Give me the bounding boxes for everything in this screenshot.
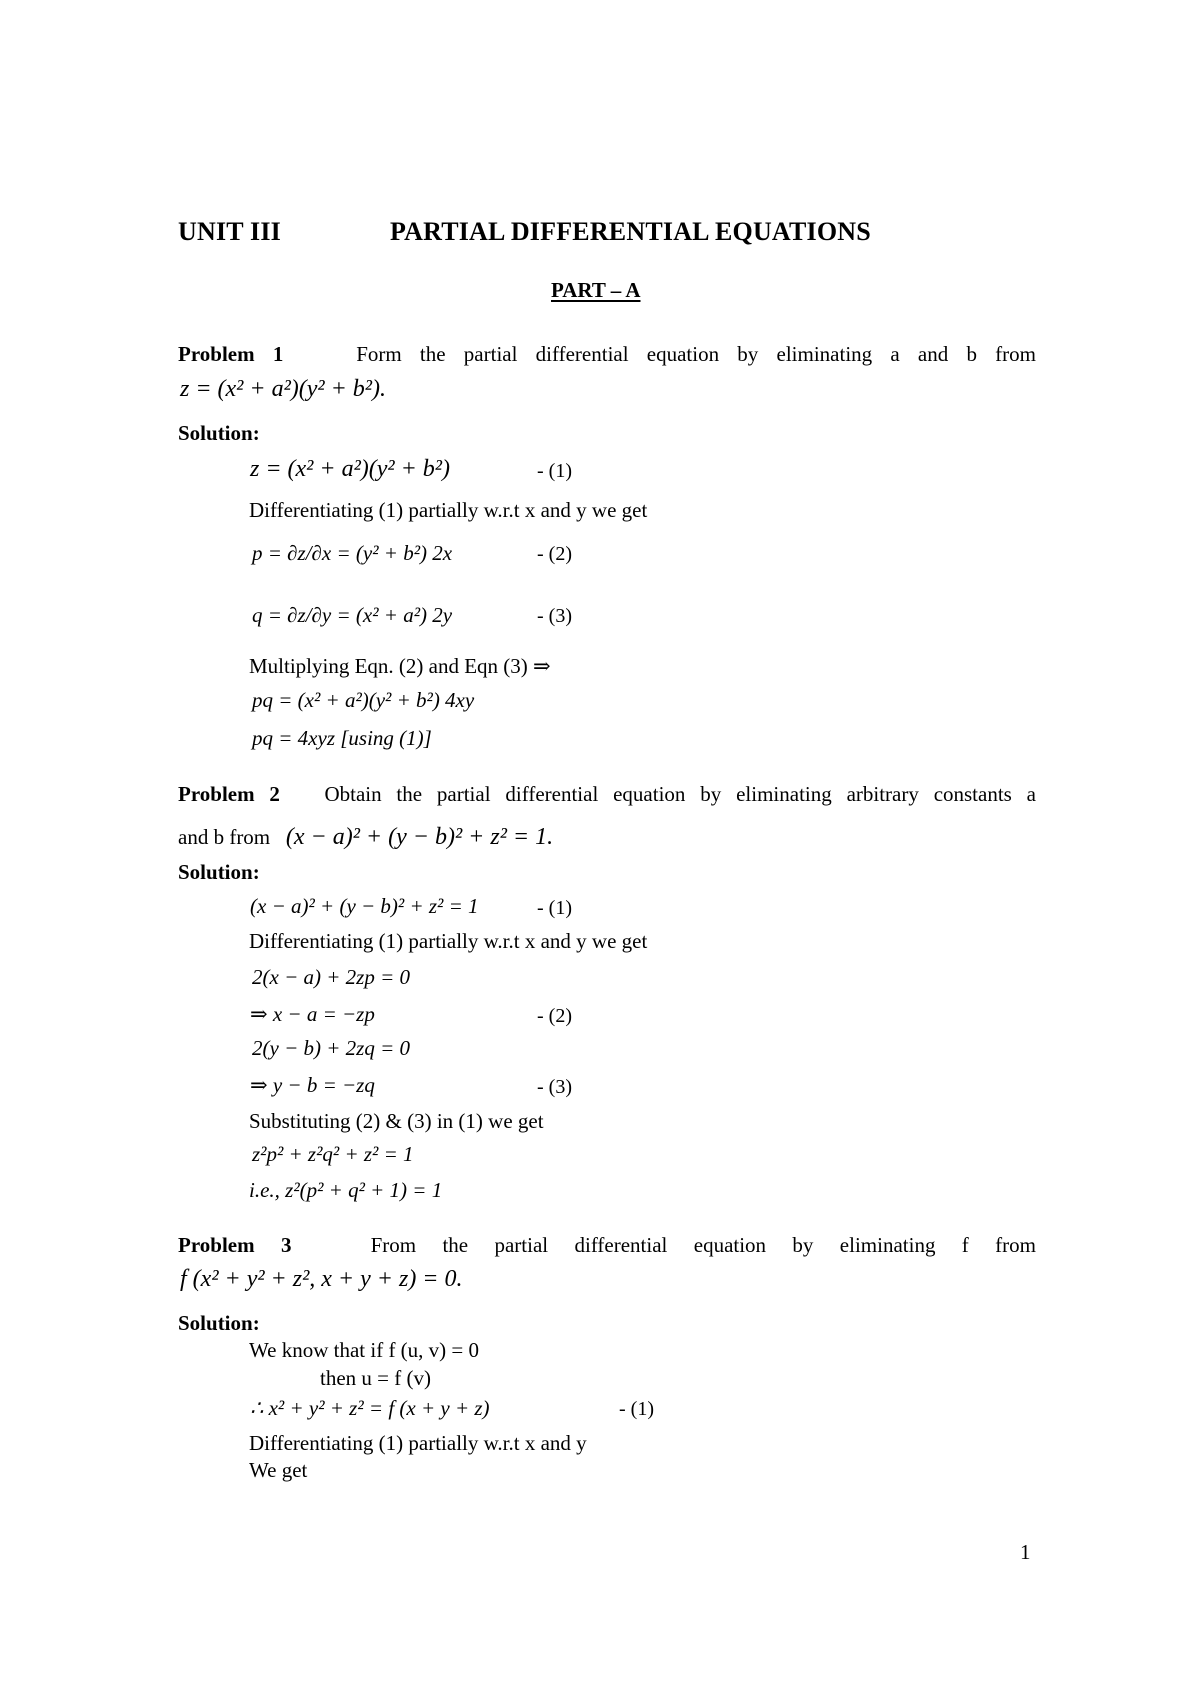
p2-line-9: i.e., z²(p² + q² + 1) = 1	[249, 1178, 443, 1202]
p2-line-7: Substituting (2) & (3) in (1) we get	[249, 1109, 544, 1133]
p2-line-4: ⇒ x − a = −zp	[250, 1002, 375, 1026]
p1-line-3: p = ∂z/∂x = (y² + b²) 2x	[252, 541, 453, 565]
p1-line-5: Multiplying Eqn. (2) and Eqn (3) ⇒	[249, 654, 551, 678]
problem-3-label: Problem 3	[178, 1233, 292, 1257]
p3-line-4: Differentiating (1) partially w.r.t x and y	[249, 1431, 587, 1455]
p1-line-7: pq = 4xyz [using (1)]	[252, 726, 432, 750]
p1-line-4: q = ∂z/∂y = (x² + a²) 2y	[252, 603, 453, 627]
problem-3-solution-label: Solution:	[178, 1311, 260, 1335]
problem-2-solution-label: Solution:	[178, 860, 260, 884]
p1-tag-1: - (1)	[537, 460, 572, 482]
p3-tag-3: - (1)	[619, 1398, 654, 1420]
p1-line-1: z = (x² + a²)(y² + b²)	[250, 456, 450, 482]
p2-line-6: ⇒ y − b = −zq	[250, 1073, 375, 1097]
p2-line-5: 2(y − b) + 2zq = 0	[252, 1036, 410, 1060]
p3-line-2: then u = f (v)	[320, 1366, 431, 1390]
p2-line-2: Differentiating (1) partially w.r.t x and y we get	[249, 929, 648, 953]
p1-line-2: Differentiating (1) partially w.r.t x and y we get	[249, 498, 648, 522]
p1-tag-4: - (3)	[537, 605, 572, 627]
problem-2-statement	[178, 782, 1036, 807]
p2-tag-6: - (3)	[537, 1076, 572, 1098]
p1-tag-3: - (2)	[537, 543, 572, 565]
unit-title: PARTIAL DIFFERENTIAL EQUATIONS	[390, 217, 871, 246]
problem-3-expression: f (x² + y² + z², x + y + z) = 0.	[180, 1266, 463, 1292]
p2-line-8: z²p² + z²q² + z² = 1	[252, 1142, 414, 1166]
problem-3-text: From the partial differential equation by eliminating f from	[370, 1233, 1036, 1257]
problem-1-label: Problem 1	[178, 342, 284, 366]
problem-2-text-2: and b from	[178, 825, 271, 849]
p3-line-5: We get	[249, 1458, 308, 1482]
p3-line-3: ∴ x² + y² + z² = f (x + y + z)	[250, 1396, 490, 1420]
problem-1-statement	[178, 342, 1036, 367]
p1-line-6: pq = (x² + a²)(y² + b²) 4xy	[252, 688, 475, 712]
problem-3-statement	[178, 1233, 1036, 1258]
p3-line-1: We know that if f (u, v) = 0	[249, 1338, 480, 1362]
p2-line-3: 2(x − a) + 2zp = 0	[252, 965, 410, 989]
problem-1-expression: z = (x² + a²)(y² + b²).	[180, 376, 386, 402]
p2-tag-4: - (2)	[537, 1005, 572, 1027]
problem-2-text: Obtain the partial differential equation by eliminating arbitrary constants a	[324, 782, 1036, 806]
problem-1-text: Form the partial differential equation by eliminating a and b from	[356, 342, 1037, 366]
part-heading: PART – A	[551, 278, 641, 302]
p2-tag-1: - (1)	[537, 897, 572, 919]
problem-1-solution-label: Solution:	[178, 421, 260, 445]
p2-line-1: (x − a)² + (y − b)² + z² = 1	[250, 894, 479, 918]
unit-label: UNIT III	[178, 217, 281, 246]
problem-2-statement-line-2	[178, 824, 553, 851]
problem-2-expression: (x − a)² + (y − b)² + z² = 1.	[285, 824, 554, 850]
problem-2-label: Problem 2	[178, 782, 280, 806]
page-number: 1	[1020, 1540, 1031, 1564]
